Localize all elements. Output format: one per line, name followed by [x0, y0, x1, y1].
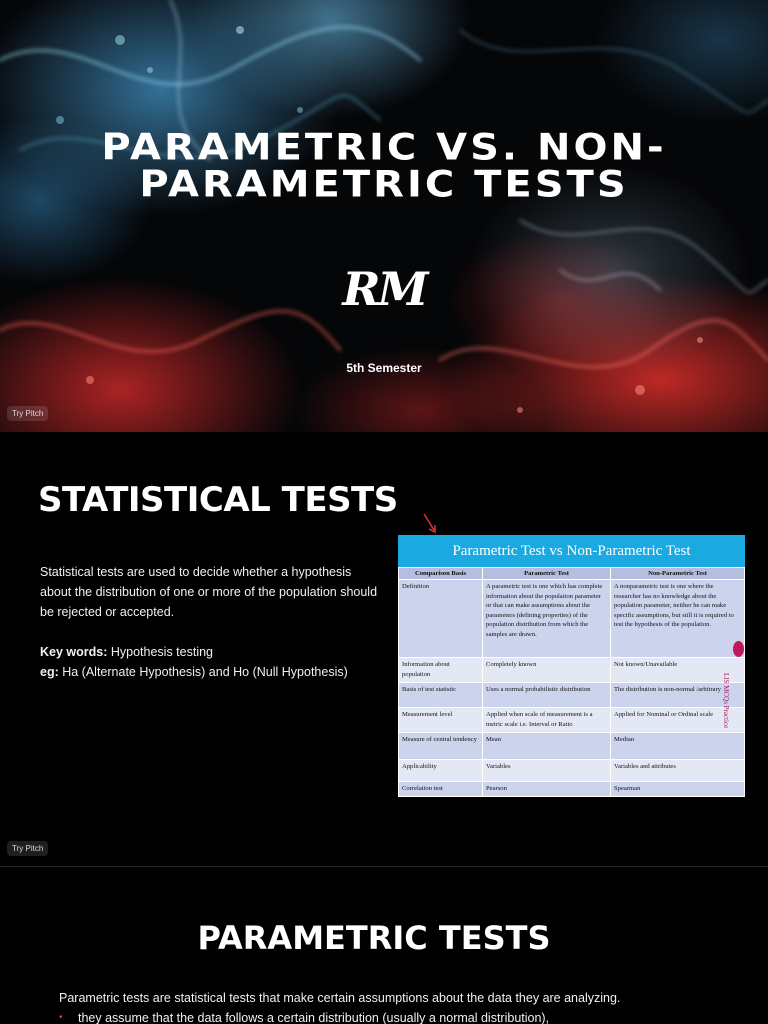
- try-pitch-badge[interactable]: Try Pitch: [7, 841, 48, 856]
- table-row: [399, 708, 745, 733]
- table-cell: Information about population: [399, 658, 483, 683]
- table-header-row: [399, 568, 745, 580]
- keywords-line: [40, 642, 380, 662]
- table-cell: Uses a normal probabilistic distribution: [483, 683, 611, 708]
- intro-paragraph: Parametric tests are statistical tests that make certain assumptions about the data they are analyzing.: [59, 991, 621, 1005]
- table-title: Parametric Test vs Non-Parametric Test: [398, 535, 745, 567]
- comparison-table-image: [398, 535, 745, 796]
- table-cell: Applied when scale of measurement is a metric scale i.e. Interval or Ratio: [483, 708, 611, 733]
- keywords-label: Key words:: [40, 645, 108, 659]
- bullet-item: • they assume that the data follows a certain distribution (usually a normal distribution),: [59, 1008, 719, 1024]
- example-line: [40, 662, 380, 682]
- header-non-parametric: Non-Parametric Test: [611, 568, 745, 580]
- table-row: [399, 658, 745, 683]
- table-row: [399, 733, 745, 760]
- presentation-title: PARAMETRIC VS. NON-PARAMETRIC TESTS: [101, 126, 667, 206]
- table-cell: Pearson: [483, 782, 611, 797]
- watermark-dot-icon: [733, 641, 744, 657]
- statistical-tests-slide: [0, 432, 768, 864]
- title-slide: [0, 0, 768, 432]
- table-cell: The distribution is non-normal /arbitrary: [611, 683, 745, 708]
- table-cell: Median: [611, 733, 745, 760]
- table-watermark: LIS MCQs Practice: [722, 673, 730, 729]
- header-comparison-basis: Comparison Basis: [399, 568, 483, 580]
- table-cell: Not known/Unavailable: [611, 658, 745, 683]
- slide-body: [40, 562, 380, 682]
- slide-heading: PARAMETRIC TESTS: [197, 919, 551, 957]
- header-parametric: Parametric Test: [483, 568, 611, 580]
- table-row: [399, 683, 745, 708]
- table-cell: Variables and attributes: [611, 760, 745, 782]
- semester-subtitle: 5th Semester: [346, 361, 422, 375]
- table-cell: Measure of central tendency: [399, 733, 483, 760]
- keywords-value: Hypothesis testing: [107, 645, 213, 659]
- try-pitch-badge[interactable]: Try Pitch: [7, 406, 48, 421]
- table-row: [399, 580, 745, 658]
- definition-paragraph: Statistical tests are used to decide whether a hypothesis about the distribution of one or more of the population should be rejected or accepted.: [40, 565, 378, 619]
- table-cell: Variables: [483, 760, 611, 782]
- table-cell: Spearman: [611, 782, 745, 797]
- table-cell: Completely known: [483, 658, 611, 683]
- parametric-tests-slide: [0, 866, 768, 1024]
- table-cell: Mean: [483, 733, 611, 760]
- table-cell: Definition: [399, 580, 483, 658]
- example-label: eg:: [40, 665, 59, 679]
- table-cell: A parametric test is one which has complete information about the population parameter or that can make assumptions about the parameters (defining properties) of the population distribution from which the samples are drawn.: [483, 580, 611, 658]
- table-cell: Correlation test: [399, 782, 483, 797]
- comparison-table: [398, 567, 745, 797]
- example-value: Ha (Alternate Hypothesis) and Ho (Null Hypothesis): [58, 665, 348, 679]
- slide-body: [59, 988, 719, 1024]
- table-cell: A nonparametric test is one where the researcher has no knowledge about the population parameter, neither he can make specific assumptions, but still it is required to test the hypothesis of the population.: [611, 580, 745, 658]
- table-cell: Applied for Nominal or Ordinal scale: [611, 708, 745, 733]
- table-row: [399, 782, 745, 797]
- rm-logo: RM: [342, 262, 426, 316]
- table-cell: Applicability: [399, 760, 483, 782]
- red-arrow-icon: [421, 512, 441, 534]
- table-cell: Measurement level: [399, 708, 483, 733]
- slide-heading: STATISTICAL TESTS: [38, 480, 398, 520]
- table-cell: Basis of test statistic: [399, 683, 483, 708]
- table-row: [399, 760, 745, 782]
